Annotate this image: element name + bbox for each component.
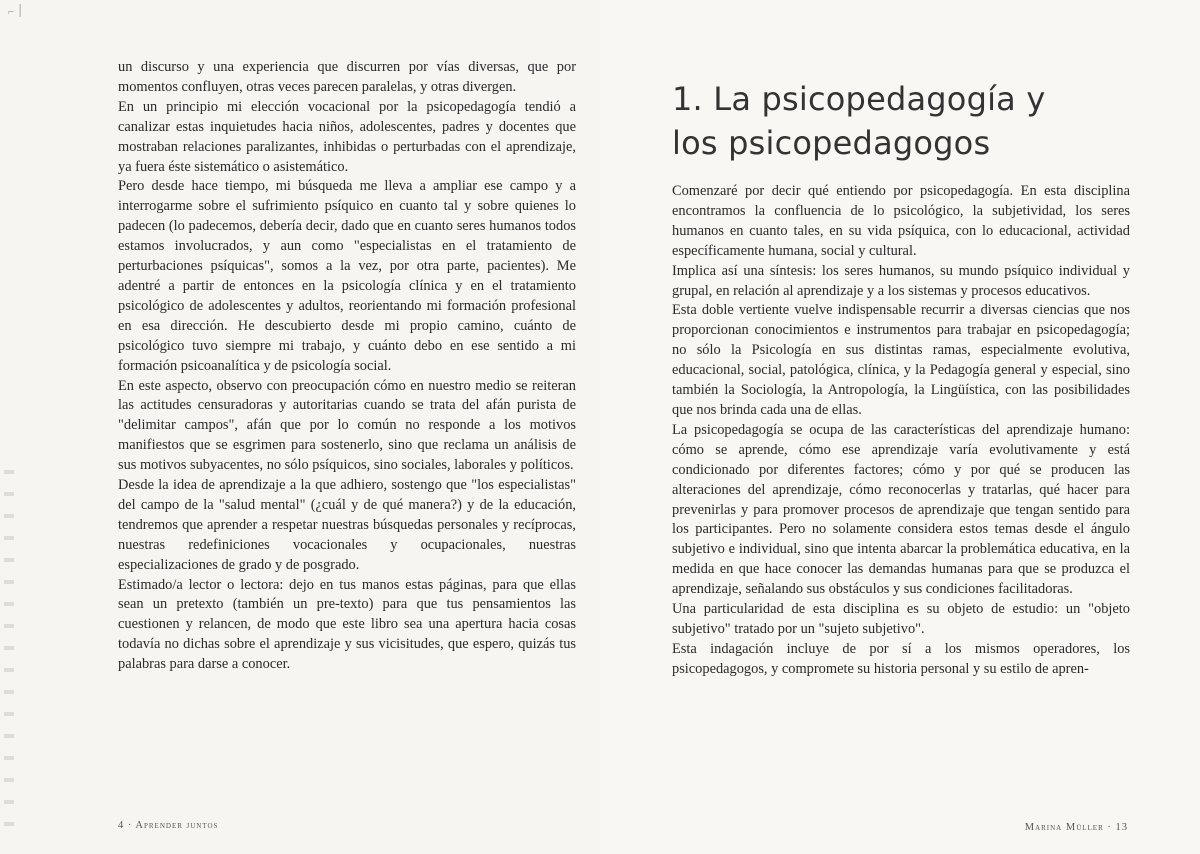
right-paragraph-3: Esta doble vertiente vuelve indispensable recurrir a diversas ciencias que nos proporcionan conocimientos e instrumentos para trabajar en psicopedagogía; no sólo la Psicología en sus distintas ramas, especialmente evolutiva, educacional, social, patológica, clínica, y la Pedagogía general y especial, sino también la Sociología, la Antropología, la Lingüística, con las posibilidades que nos brinda cada una de ellas. (672, 302, 1130, 418)
left-paragraph-1: un discurso y una experiencia que discurren por vías diversas, que por momentos confluyen, otras veces parecen paralelas, y otras divergen. (118, 59, 576, 95)
left-paragraph-3: Pero desde hace tiempo, mi búsqueda me lleva a ampliar ese campo y a interrogarme sobre el sufrimiento psíquico en cuanto tal y sobre quienes lo padecen (lo padecemos, debería decir, dado que en cuanto seres humanos todos estamos involucrados, y aun como "especialistas en el tratamiento de perturbaciones psíquicas", somos a la vez, por otra parte, pacientes). Me adentré a partir de entonces en la psicología clínica y en el tratamiento psicológico de adolescentes y adultos, reorientando mi formación profesional en esa dirección. He descubierto desde mi propio camino, cuánto de psicológico tuvo siempre mi trabajo, y cuánto debo en ese sentido a mi formación psicoanalítica y de psicología social. (118, 178, 576, 374)
scan-edge-marks (4, 470, 14, 830)
left-paragraph-6: Estimado/a lector o lectora: dejo en tus manos estas páginas, para que ellas sean un pretexto (también un pre-texto) para que tus pensamientos las cuestionen y relancen, de modo que este libro sea una apertura hacia cosas todavía no dichas sobre el aprendizaje y sus vicisitudes, que espero, quizás tus palabras para darse a conocer. (118, 576, 576, 673)
left-page-folio: 4 · Aprender juntos (118, 820, 219, 831)
right-body-text (672, 182, 1130, 680)
right-paragraph-2: Implica así una síntesis: los seres humanos, su mundo psíquico individual y grupal, en relación al aprendizaje y a los sistemas y procesos educativos. (672, 262, 1130, 299)
chapter-heading: 1. La psicopedagogía y los psicopedagogos (672, 80, 1046, 163)
left-paragraph-5: Desde la idea de aprendizaje a la que adhiero, sostengo que "los especialistas" del campo de la "salud mental" (¿cuál y de qué manera?) y de la educación, tendremos que aprender a respetar nuestras búsquedas personales y recíprocas, nuestras redefiniciones vocacionales y ocupacionales, nuestras especializaciones de grado y de posgrado. (118, 477, 576, 573)
right-paragraph-5: Una particularidad de esta disciplina es su objeto de estudio: un "objeto subjetivo" tratado por un "sujeto subjetivo". (672, 601, 1130, 637)
scan-corner-mark: ⌐ ׀ (8, 6, 24, 18)
right-page-folio: Marina Müller · 13 (1024, 822, 1128, 833)
right-paragraph-4: La psicopedagogía se ocupa de las características del aprendizaje humano: cómo se aprende, cómo ese aprendizaje varía evolutivamente y está condicionado por diferentes factores; cómo y por qué se producen las alteraciones del aprendizaje, cómo reconocerlas y tratarlas, qué hacer para prevenirlas y para promover procesos de aprendizaje que tengan sentido para los participantes. Pero no solamente considera estos temas desde el ángulo subjetivo e individual, sino que intenta abarcar la problemática educativa, en la medida en que hace conocer las demandas humanas para que se produzca el aprendizaje, señalando sus obstáculos y sus condiciones facilitadoras. (672, 421, 1130, 598)
left-paragraph-2: En un principio mi elección vocacional por la psicopedagogía tendió a canalizar estas inquietudes hacia niños, adolescentes, padres y docentes que mostraban relaciones paralizantes, inhibidas o perturbadas con el aprendizaje, ya fuera éste sistemático o asistemático. (118, 98, 576, 175)
left-body-text (118, 58, 576, 675)
left-paragraph-4: En este aspecto, observo con preocupación cómo en nuestro medio se reiteran las actitudes censuradoras y autoritarias cuando se trata del afán purista de "delimitar campos", afán que por lo común no responde a los motivos manifiestos que se esgrimen para sostenerlo, sino que reclama un análisis de sus motivos subyacentes, no sólo psíquicos, sino sociales, laborales y políticos. (118, 377, 576, 474)
right-paragraph-6: Esta indagación incluye de por sí a los mismos operadores, los psicopedagogos, y compromete su historia personal y su estilo de apren- (672, 640, 1130, 677)
right-paragraph-1: Comenzaré por decir qué entiendo por psicopedagogía. En esta disciplina encontramos la confluencia de lo psicológico, la subjetividad, los seres humanos en cuanto tales, en su vida psíquica, con lo educacional, actividad específicamente humana, social y cultural. (672, 183, 1130, 259)
